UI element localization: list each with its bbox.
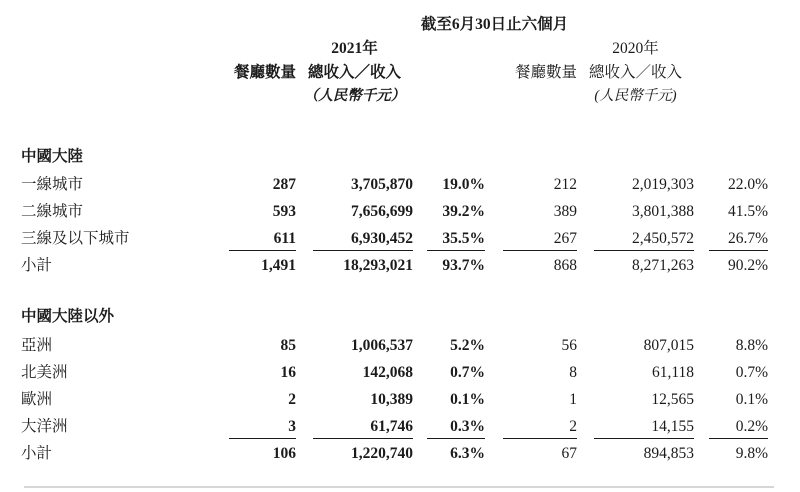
- cell-restaurants-2021: 2: [288, 391, 296, 408]
- col-header-restaurants-2021: 餐廳數量: [233, 64, 296, 81]
- row-label: 大洋洲: [21, 418, 68, 435]
- cell-revenue-2021: [296, 418, 413, 445]
- cell-revenue-2021: 1,006,537: [351, 337, 413, 354]
- subtotal-rule: 35.5%: [427, 230, 485, 251]
- row-label: 小計: [21, 445, 53, 462]
- table-row: [21, 418, 768, 445]
- subtotal-rule: 61,746: [313, 418, 413, 439]
- cell-pct-2021: 93.7%: [442, 257, 485, 274]
- row-label: 歐洲: [21, 391, 53, 408]
- cell-revenue-2021: 1,220,740: [351, 445, 413, 462]
- unit-label-2021: （人民幣千元）: [303, 88, 406, 104]
- cell-restaurants-2021: 16: [280, 364, 296, 381]
- cell-pct-2020: [694, 418, 768, 445]
- cell-pct-2020: 9.8%: [735, 445, 768, 462]
- cell-pct-2020: 0.1%: [735, 391, 768, 408]
- cell-pct-2021: 0.1%: [450, 391, 485, 408]
- subtotal-rule: 0.3%: [427, 418, 485, 439]
- section-header-row: [21, 148, 768, 176]
- cell-pct-2021: 0.7%: [450, 364, 485, 381]
- cell-restaurants-2021: [221, 418, 296, 445]
- cell-restaurants-2021: [221, 230, 296, 257]
- cell-revenue-2020: 2,019,303: [632, 176, 694, 193]
- cell-restaurants-2020: 212: [553, 176, 577, 193]
- cell-restaurants-2020: 56: [561, 337, 577, 354]
- cell-revenue-2020: [577, 418, 694, 445]
- cell-pct-2021: [413, 418, 485, 445]
- cell-revenue-2020: 61,118: [651, 364, 694, 381]
- cell-revenue-2020: [577, 230, 694, 257]
- row-label: 二線城市: [21, 203, 84, 220]
- cell-pct-2020: [694, 230, 768, 257]
- table-row: [21, 230, 768, 257]
- cell-restaurants-2020: 67: [561, 445, 577, 462]
- cell-restaurants-2021: 85: [280, 337, 296, 354]
- cell-revenue-2021: 142,068: [362, 364, 413, 381]
- cell-revenue-2021: [296, 230, 413, 257]
- subtotal-rule: 2,450,572: [594, 230, 694, 251]
- section-header-mainland-china: 中國大陸: [21, 148, 84, 165]
- cell-revenue-2020: 12,565: [651, 391, 694, 408]
- row-label: 亞洲: [21, 337, 53, 354]
- table-row: [21, 391, 768, 418]
- cell-restaurants-2020: 389: [553, 203, 577, 220]
- subtotal-row: [21, 257, 768, 284]
- cell-restaurants-2021: 287: [272, 176, 296, 193]
- cell-pct-2020: 8.8%: [735, 337, 768, 354]
- col-header-restaurants-2020: 餐廳數量: [514, 64, 577, 81]
- subtotal-rule: 0.2%: [709, 418, 768, 439]
- subtotal-rule: 3: [229, 418, 296, 439]
- cell-pct-2020: 0.7%: [735, 364, 768, 381]
- cell-revenue-2021: 10,389: [370, 391, 413, 408]
- table-row: [21, 337, 768, 364]
- cell-pct-2020: 90.2%: [727, 257, 768, 274]
- cell-revenue-2021: 7,656,699: [351, 203, 413, 220]
- cell-restaurants-2021: 106: [272, 445, 296, 462]
- cell-restaurants-2020: [485, 418, 577, 445]
- cell-revenue-2020: 8,271,263: [632, 257, 694, 274]
- cell-restaurants-2020: 8: [569, 364, 577, 381]
- page-bottom-divider: [24, 486, 774, 488]
- revenue-by-region-table: [21, 36, 768, 472]
- subtotal-rule: 2: [503, 418, 577, 439]
- cell-restaurants-2021: 1,491: [261, 257, 296, 274]
- subtotal-rule: 14,155: [594, 418, 694, 439]
- cell-pct-2021: 19.0%: [442, 176, 485, 193]
- section-header-outside-mainland-china: 中國大陸以外: [21, 308, 115, 325]
- year-2021-header: 2021年: [331, 40, 378, 57]
- section-header-row: [21, 308, 768, 337]
- subtotal-rule: 6,930,452: [313, 230, 413, 251]
- cell-pct-2021: 5.2%: [450, 337, 485, 354]
- col-header-revenue-2020: 總收入／收入: [588, 64, 682, 81]
- header-columns-row: [21, 62, 768, 86]
- table-row: [21, 203, 768, 230]
- header-unit-row: [21, 86, 768, 112]
- row-label: 小計: [21, 257, 53, 274]
- cell-pct-2020: 22.0%: [727, 176, 768, 193]
- cell-restaurants-2021: 593: [272, 203, 296, 220]
- period-title: 截至6月30日止六個月: [420, 16, 569, 33]
- cell-pct-2021: [413, 230, 485, 257]
- header-year-row: [21, 36, 768, 62]
- table-row: [21, 176, 768, 203]
- cell-revenue-2020: 807,015: [643, 337, 694, 354]
- subtotal-rule: 267: [503, 230, 577, 251]
- row-label: 三線及以下城市: [21, 230, 130, 247]
- cell-restaurants-2020: 1: [569, 391, 577, 408]
- cell-pct-2020: 41.5%: [727, 203, 768, 220]
- subtotal-rule: 611: [229, 230, 296, 251]
- cell-restaurants-2020: 868: [553, 257, 577, 274]
- subtotal-rule: 26.7%: [709, 230, 768, 251]
- row-label: 北美洲: [21, 364, 68, 381]
- cell-revenue-2020: 3,801,388: [632, 203, 694, 220]
- col-header-revenue-2021: 總收入／收入: [307, 64, 401, 81]
- year-2020-header: 2020年: [612, 40, 659, 57]
- cell-restaurants-2020: [485, 230, 577, 257]
- cell-revenue-2021: 18,293,021: [343, 257, 413, 274]
- row-label: 一線城市: [21, 176, 84, 193]
- cell-pct-2021: 6.3%: [450, 445, 485, 462]
- cell-revenue-2020: 894,853: [643, 445, 694, 462]
- cell-pct-2021: 39.2%: [442, 203, 485, 220]
- subtotal-row: [21, 445, 768, 472]
- unit-label-2020: (人民幣千元): [594, 88, 677, 104]
- cell-revenue-2021: 3,705,870: [351, 176, 413, 193]
- table-row: [21, 364, 768, 391]
